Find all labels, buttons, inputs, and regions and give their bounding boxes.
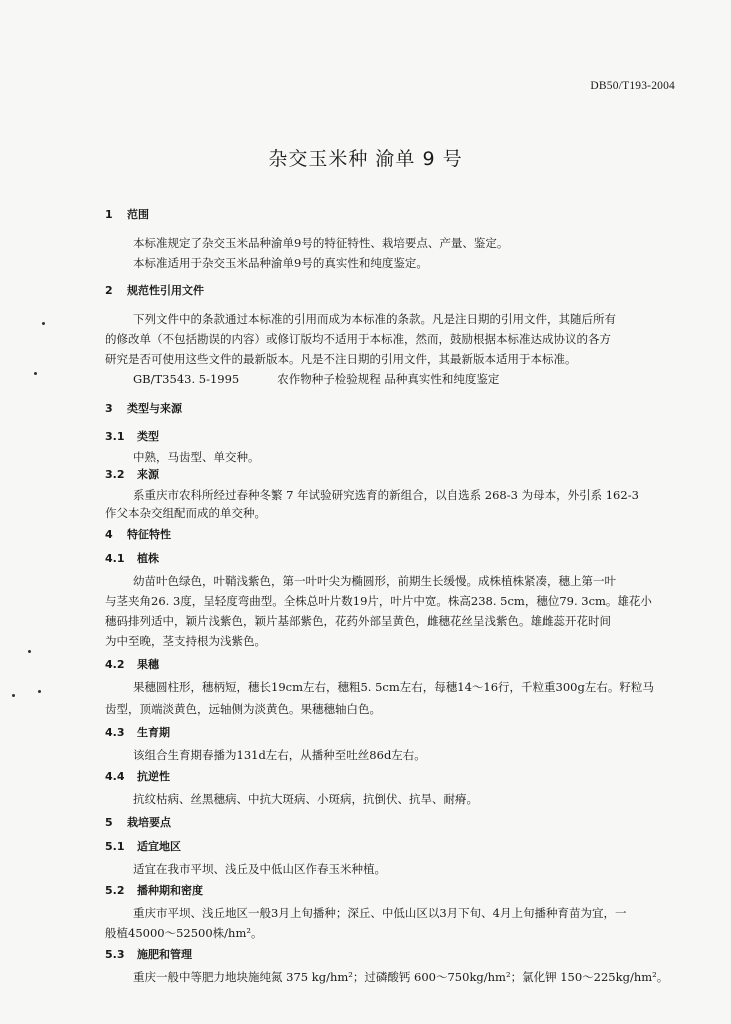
paragraph-line: 般植45000～52500株/hm²。 (105, 926, 263, 940)
subsection-number: 5.2 (105, 884, 125, 897)
subsection-5-1-heading (105, 840, 181, 854)
paragraph-line: 重庆市平坝、浅丘地区一般3月上旬播种；深丘、中低山区以3月下旬、4月上旬播种育苗为宜，一 (133, 906, 627, 920)
paragraph: 本标准规定了杂交玉米品种渝单9号的特征特性、栽培要点、产量、鉴定。 (133, 236, 509, 250)
paragraph-line: 果穗圆柱形，穗柄短，穗长19cm左右，穗粗5. 5cm左右，每穗14～16行，千粒重300g左右。籽粒马 (133, 680, 654, 694)
subsection-title: 果穗 (137, 658, 159, 671)
subsection-title: 播种期和密度 (137, 884, 203, 897)
subsection-title: 类型 (137, 430, 159, 443)
section-number: 5 (105, 816, 113, 829)
paragraph-line: 的修改单（不包括勘误的内容）或修订版均不适用于本标准，然而，鼓励根据本标准达成协议的各方 (105, 332, 611, 346)
scan-speck (42, 322, 45, 325)
scan-speck (38, 690, 41, 693)
paragraph-line: 作父本杂交组配而成的单交种。 (105, 506, 266, 520)
subsection-4-2-heading (105, 658, 159, 672)
section-1-heading (105, 208, 149, 222)
subsection-title: 适宜地区 (137, 840, 181, 853)
subsection-number: 5.1 (105, 840, 125, 853)
section-5-heading (105, 816, 171, 830)
subsection-3-2-heading (105, 468, 159, 482)
section-title: 范围 (127, 208, 149, 221)
section-title: 栽培要点 (127, 816, 171, 829)
scan-speck (12, 694, 15, 697)
section-title: 规范性引用文件 (127, 284, 204, 297)
subsection-title: 施肥和管理 (137, 948, 192, 961)
paragraph: 重庆一般中等肥力地块施纯氮 375 kg/hm²；过磷酸钙 600～750kg/hm²；氯化钾 150～225kg/hm²。 (133, 970, 669, 984)
paragraph-line: 系重庆市农科所经过春种冬繁 7 年试验研究选育的新组合，以自选系 268-3 为母本，外引系 162-3 (133, 488, 639, 502)
subsection-title: 抗逆性 (137, 770, 170, 783)
scan-speck (28, 650, 31, 653)
subsection-title: 植株 (137, 552, 159, 565)
subsection-4-4-heading (105, 770, 170, 784)
subsection-title: 生育期 (137, 726, 170, 739)
section-number: 2 (105, 284, 113, 297)
section-number: 4 (105, 528, 113, 541)
subsection-number: 4.3 (105, 726, 125, 739)
paragraph-line: 研究是否可使用这些文件的最新版本。凡是不注日期的引用文件，其最新版本适用于本标准。 (105, 352, 577, 366)
paragraph-line: 穗码排列适中，颖片浅紫色，颖片基部紫色，花药外部呈黄色，雌穗花丝呈浅紫色。雄雌蕊开花时间 (105, 614, 611, 628)
subsection-4-3-heading (105, 726, 170, 740)
section-title: 类型与来源 (127, 402, 182, 415)
paragraph-line: 为中至晚，茎支持根为浅紫色。 (105, 634, 266, 648)
paragraph: 适宜在我市平坝、浅丘及中低山区作春玉米种植。 (133, 862, 386, 876)
section-number: 1 (105, 208, 113, 221)
paragraph-line: 与茎夹角26. 3度，呈轻度弯曲型。全株总叶片数19片，叶片中宽。株高238. 5cm，穗位79. 3cm。雄花小 (105, 594, 652, 608)
section-title: 特征特性 (127, 528, 171, 541)
paragraph-line: 齿型，顶端淡黄色，远轴侧为淡黄色。果穗穗轴白色。 (105, 702, 381, 716)
paragraph-line: 幼苗叶色绿色，叶鞘浅紫色，第一叶叶尖为椭圆形，前期生长缓慢。成株植株紧凑，穗上第一叶 (133, 574, 616, 588)
paragraph-line: 下列文件中的条款通过本标准的引用而成为本标准的条款。凡是注日期的引用文件，其随后所有 (133, 312, 616, 326)
subsection-number: 5.3 (105, 948, 125, 961)
subsection-number: 4.4 (105, 770, 125, 783)
standard-code: DB50/T193-2004 (590, 80, 675, 92)
subsection-3-1-heading (105, 430, 159, 444)
subsection-number: 4.2 (105, 658, 125, 671)
subsection-5-2-heading (105, 884, 203, 898)
section-4-heading (105, 528, 171, 542)
reference-code: GB/T3543. 5-1995 (133, 372, 240, 386)
subsection-number: 3.2 (105, 468, 125, 481)
scan-speck (34, 372, 37, 375)
section-2-heading (105, 284, 204, 298)
subsection-5-3-heading (105, 948, 192, 962)
subsection-title: 来源 (137, 468, 159, 481)
document-title: 杂交玉米种 渝单 9 号 (268, 148, 463, 170)
paragraph: 该组合生育期春播为131d左右，从播种至吐丝86d左右。 (133, 748, 426, 762)
section-number: 3 (105, 402, 113, 415)
paragraph: 本标准适用于杂交玉米品种渝单9号的真实性和纯度鉴定。 (133, 256, 428, 270)
subsection-number: 4.1 (105, 552, 125, 565)
subsection-number: 3.1 (105, 430, 125, 443)
subsection-4-1-heading (105, 552, 159, 566)
paragraph: 中熟，马齿型、单交种。 (133, 450, 260, 464)
reference-entry (133, 372, 499, 386)
section-3-heading (105, 402, 182, 416)
reference-title: 农作物种子检验规程 品种真实性和纯度鉴定 (277, 372, 500, 386)
paragraph: 抗纹枯病、丝黑穗病、中抗大斑病、小斑病，抗倒伏、抗旱、耐瘠。 (133, 792, 478, 806)
